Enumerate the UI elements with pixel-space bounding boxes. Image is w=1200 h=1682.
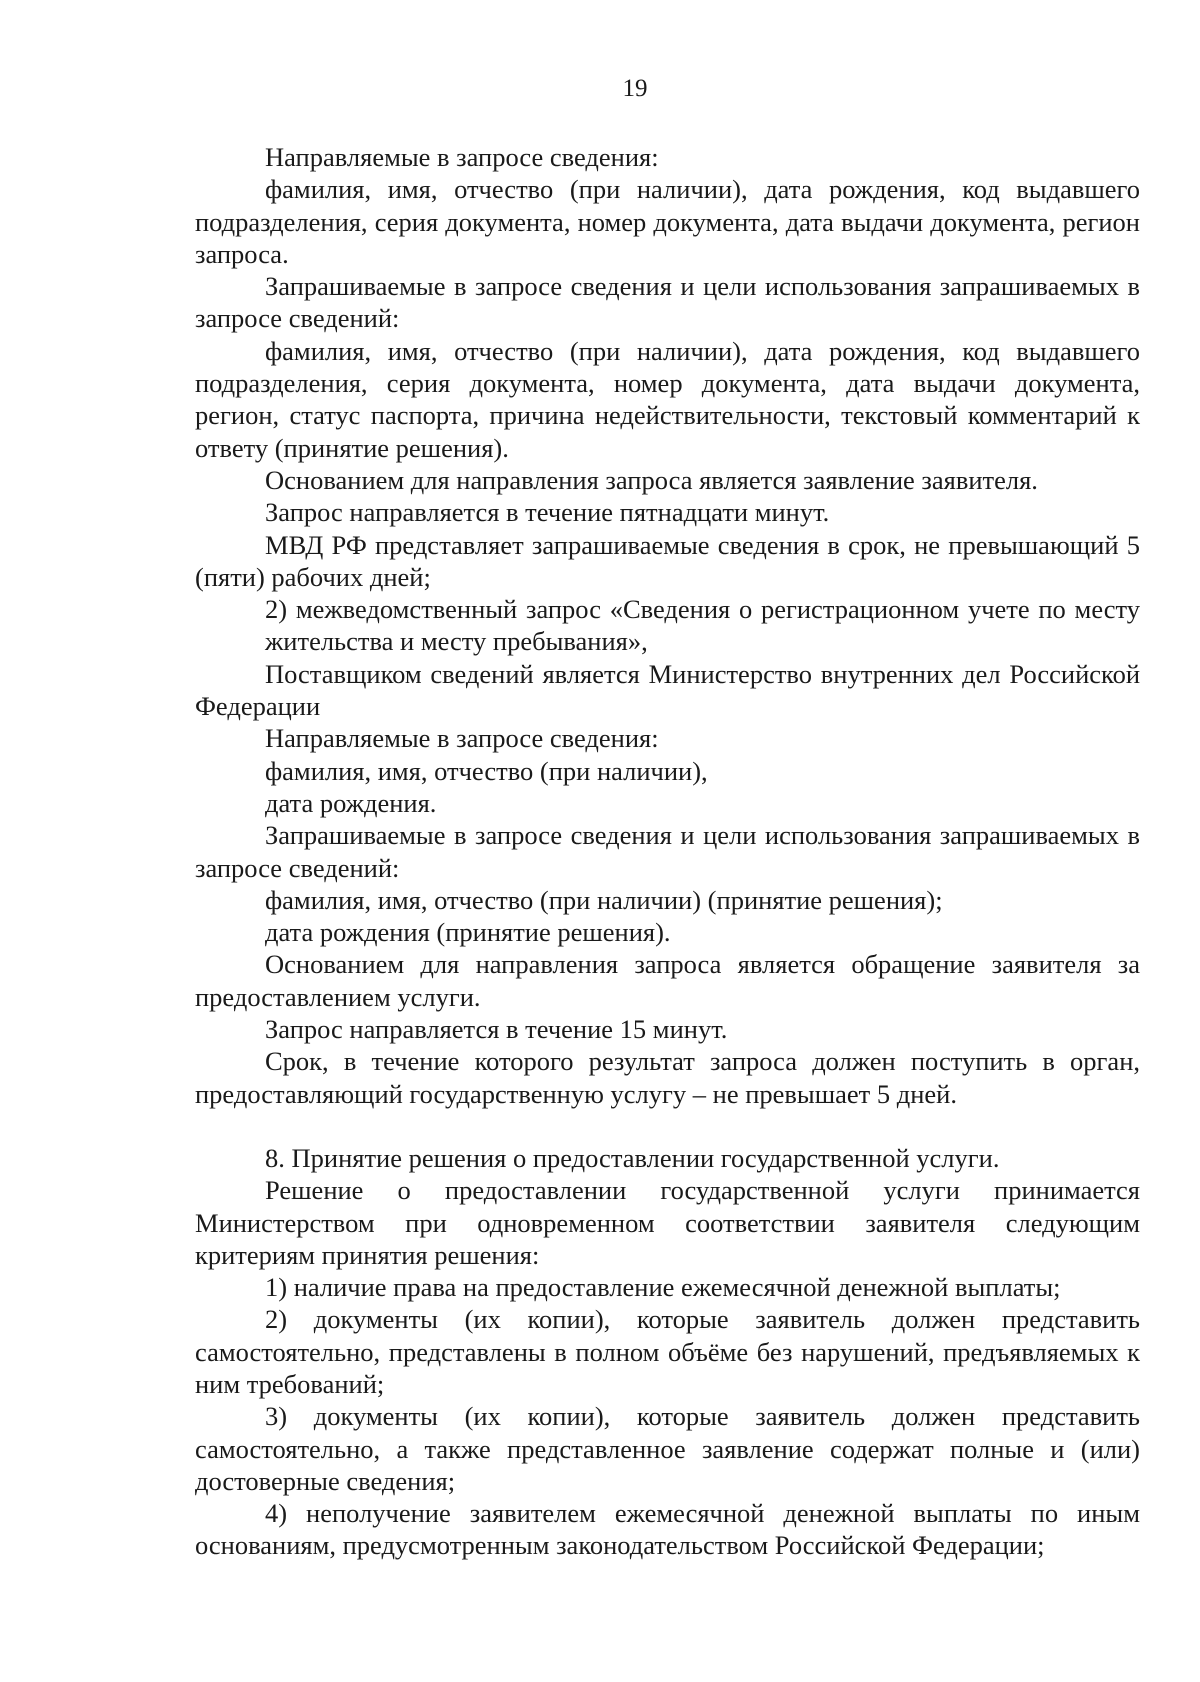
- paragraph: фамилия, имя, отчество (при наличии),: [265, 755, 708, 786]
- section-gap: [195, 1110, 1140, 1142]
- list-item: 3) документы (их копии), которые заявитель должен представить самостоятельно, а также представленное заявление содержат полные и (или) достоверные сведения;: [195, 1401, 1140, 1496]
- paragraph: Поставщиком сведений является Министерство внутренних дел Российской Федерации: [195, 658, 1140, 722]
- paragraph: Решение о предоставлении государственной услуги принимается Министерством при одновременном соответствии заявителя следующим критериям принятия решения:: [195, 1175, 1140, 1270]
- paragraph: Срок, в течение которого результат запроса должен поступить в орган, предоставляющий государственную услугу – не превышает 5 дней.: [195, 1046, 1140, 1109]
- paragraph: фамилия, имя, отчество (при наличии), дата рождения, код выдавшего подразделения, серия документа, номер документа, дата выдачи документа, регион, статус паспорта, причина недействительности, текстовый комментарий к ответу (принятие решения).: [195, 335, 1140, 463]
- page-number: 19: [622, 75, 648, 102]
- document-body: [195, 141, 1140, 1562]
- paragraph: фамилия, имя, отчество (при наличии) (принятие решения);: [265, 884, 943, 915]
- paragraph: МВД РФ представляет запрашиваемые сведения в срок, не превышающий 5 (пяти) рабочих дней;: [195, 529, 1140, 592]
- list-item: 4) неполучение заявителем ежемесячной денежной выплаты по иным основаниям, предусмотренным законодательством Российской Федерации;: [195, 1498, 1140, 1561]
- paragraph: дата рождения.: [265, 787, 437, 818]
- paragraph: Направляемые в запросе сведения:: [265, 142, 659, 172]
- paragraph: фамилия, имя, отчество (при наличии), дата рождения, код выдавшего подразделения, серия документа, номер документа, дата выдачи документа, регион запроса.: [195, 174, 1140, 269]
- paragraph: 2) межведомственный запрос «Сведения о регистрационном учете по месту жительства и месту пребывания»,: [265, 594, 1140, 657]
- paragraph: Основанием для направления запроса является заявление заявителя.: [265, 464, 1038, 495]
- paragraph: дата рождения (принятие решения).: [265, 917, 671, 948]
- paragraph: Запрашиваемые в запросе сведения и цели использования запрашиваемых в запросе сведений:: [195, 820, 1140, 883]
- paragraph: Основанием для направления запроса является обращение заявителя за предоставлением услуги.: [195, 949, 1140, 1012]
- list-item: 2) документы (их копии), которые заявитель должен представить самостоятельно, представлены в полном объёме без нарушений, предъявляемых к ним требований;: [195, 1304, 1140, 1399]
- section-heading: 8. Принятие решения о предоставлении государственной услуги.: [265, 1142, 1000, 1173]
- paragraph: Направляемые в запросе сведения:: [265, 723, 659, 754]
- paragraph: Запрос направляется в течение пятнадцати минут.: [265, 497, 830, 528]
- list-item: 1) наличие права на предоставление ежемесячной денежной выплаты;: [265, 1272, 1061, 1303]
- paragraph: Запрос направляется в течение 15 минут.: [265, 1014, 728, 1045]
- paragraph: Запрашиваемые в запросе сведения и цели использования запрашиваемых в запросе сведений:: [195, 271, 1140, 334]
